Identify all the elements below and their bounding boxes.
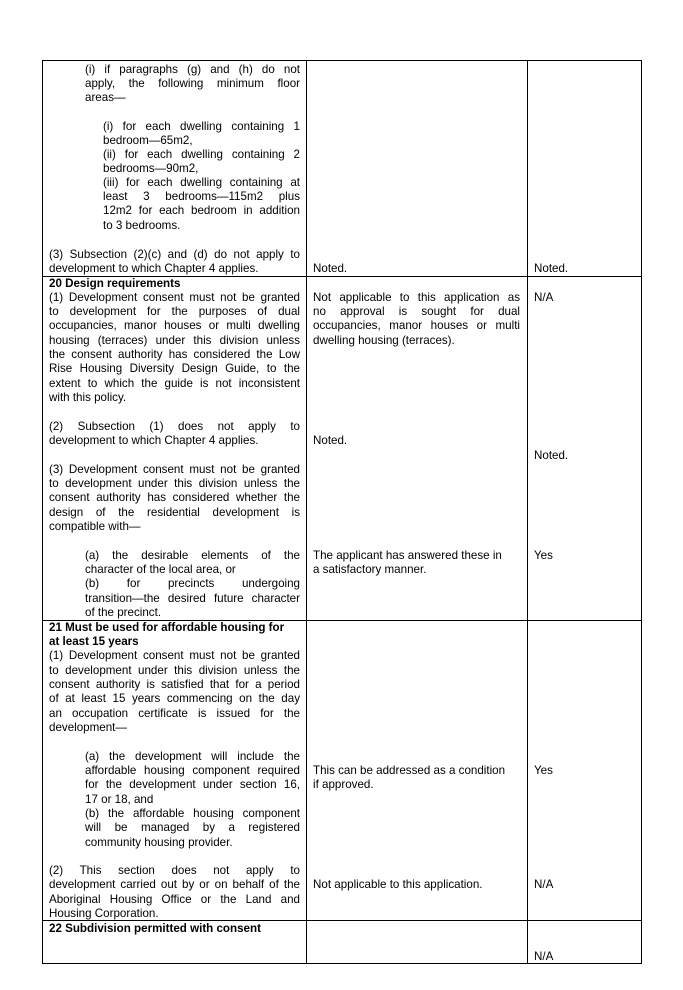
compliance-na: N/A — [534, 950, 554, 963]
compliance-yes: Yes — [534, 549, 553, 562]
clause-line: 17 or 18, and — [85, 793, 154, 806]
para-line: (2) Subsection (1) does not apply to — [49, 420, 300, 433]
clause-i-line: (i) if paragraphs (g) and (h) do not — [85, 63, 300, 76]
clause-i-line: apply, the following minimum floor — [85, 77, 300, 90]
clause-line: (b) for precincts undergoing — [85, 577, 300, 590]
subclause-line: least 3 bedrooms—115m2 plus — [103, 190, 300, 203]
table-top-border — [42, 60, 642, 61]
subclause-line: bedrooms—90m2, — [103, 162, 199, 175]
section-heading: at least 15 years — [49, 635, 139, 648]
clause-line: affordable housing component required — [85, 764, 300, 777]
table-left-border — [42, 60, 43, 964]
comment-noted: Noted. — [313, 262, 348, 275]
subclause-line: (ii) for each dwelling containing 2 — [103, 148, 300, 161]
compliance-yes: Yes — [534, 764, 553, 777]
para-line: occupancies, manor houses or multi dwelling — [49, 319, 300, 332]
clause-line: (a) the development will include the — [85, 750, 300, 763]
para-line: consent authority is satisfied that for a period — [49, 678, 300, 691]
clause-line: transition—the desired future character — [85, 592, 300, 605]
compliance-na: N/A — [534, 878, 554, 891]
clause-i-line: areas— — [85, 91, 126, 104]
comment-line: dwelling housing (terraces). — [313, 334, 455, 347]
section-heading: 22 Subdivision permitted with consent — [49, 922, 261, 935]
subclause-line: (iii) for each dwelling containing at — [103, 176, 300, 189]
comment-line: The applicant has answered these in — [313, 549, 502, 562]
para-line: Housing Corporation. — [49, 907, 159, 920]
para-line: development carried out by or on behalf of the — [49, 878, 300, 891]
para-line: design of the residential development is — [49, 506, 300, 519]
clause-line: (a) the desirable elements of the — [85, 549, 300, 562]
para-line: of at least 15 years commencing on the day — [49, 692, 300, 705]
para-line: Aboriginal Housing Office or the Land and — [49, 893, 300, 906]
section-heading: 21 Must be used for affordable housing for — [49, 621, 285, 634]
comment-line: This can be addressed as a condition — [313, 764, 506, 777]
para-line: (2) This section does not apply to — [49, 864, 300, 877]
para-line: development— — [49, 721, 127, 734]
para-line: with this policy. — [49, 391, 127, 404]
clause-line: of the precinct. — [85, 606, 162, 619]
clause-line: for the development under section 16, — [85, 778, 300, 791]
comment-line: no approval is sought for dual — [313, 305, 520, 318]
para-line: to development under this division unless the — [49, 664, 300, 677]
clause-line: (b) the affordable housing component — [85, 807, 300, 820]
compliance-na: N/A — [534, 291, 554, 304]
clause-line: will be managed by a registered — [85, 821, 300, 834]
para-line: development to which Chapter 4 applies. — [49, 434, 259, 447]
subclause-line: bedroom—65m2, — [103, 134, 193, 147]
para-line: (1) Development consent must not be granted — [49, 649, 300, 662]
subclause-line: to 3 bedrooms. — [103, 219, 181, 232]
subclause-line: 12m2 for each bedroom in addition — [103, 204, 300, 217]
comment-line: Not applicable to this application. — [313, 878, 483, 891]
para-line: (3) Development consent must not be granted — [49, 463, 300, 476]
column-divider-1 — [306, 60, 307, 964]
clause-line: character of the local area, or — [85, 563, 236, 576]
comment-line: occupancies, manor houses or multi — [313, 319, 520, 332]
section-heading: 20 Design requirements — [49, 277, 181, 290]
para-line: housing (terraces) under this division unless — [49, 334, 300, 347]
comment-noted: Noted. — [313, 434, 348, 447]
para-line: to development under this division unless the — [49, 477, 300, 490]
para-line: extent to which the guide is not inconsistent — [49, 377, 300, 390]
para-line: consent authority has considered whether the — [49, 491, 300, 504]
subsection-line: development to which Chapter 4 applies. — [49, 262, 259, 275]
comment-line: a satisfactory manner. — [313, 563, 427, 576]
compliance-noted: Noted. — [534, 262, 569, 275]
para-line: Rise Housing Diversity Design Guide, to the — [49, 362, 300, 375]
para-line: compatible with— — [49, 520, 141, 533]
para-line: to development for the purposes of dual — [49, 305, 300, 318]
comment-line: if approved. — [313, 778, 374, 791]
clause-line: community housing provider. — [85, 836, 233, 849]
para-line: the consent authority has considered the Low — [49, 348, 300, 361]
subsection-line: (3) Subsection (2)(c) and (d) do not apply to — [49, 248, 300, 261]
para-line: an occupation certificate is issued for the — [49, 707, 300, 720]
para-line: (1) Development consent must not be granted — [49, 291, 300, 304]
subclause-line: (i) for each dwelling containing 1 — [103, 120, 300, 133]
column-divider-2 — [527, 60, 528, 964]
comment-line: Not applicable to this application as — [313, 291, 520, 304]
table-right-border — [641, 60, 642, 964]
compliance-noted: Noted. — [534, 449, 569, 462]
